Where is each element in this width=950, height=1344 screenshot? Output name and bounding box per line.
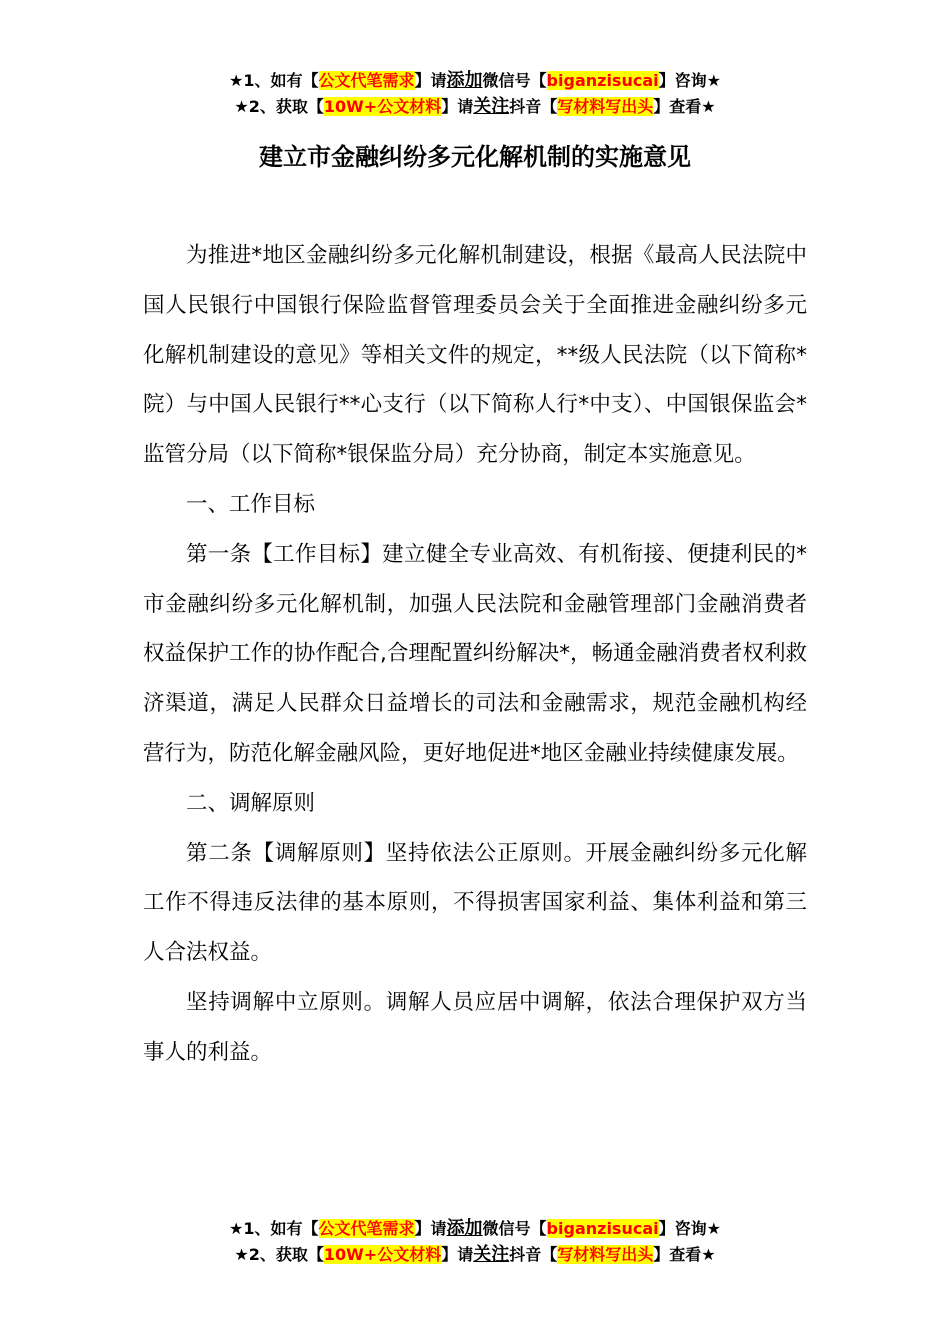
document-body <box>143 231 807 1078</box>
section-heading: 二、调解原则 <box>186 790 316 816</box>
banner-line-2 <box>0 94 950 120</box>
banner-text: ★2、获取【 <box>234 1245 324 1264</box>
banner-text: 】请 <box>441 1245 474 1264</box>
banner-underlined: 关注 <box>473 96 510 117</box>
banner-douyin-id: 写材料写出头 <box>557 1245 654 1264</box>
banner-text: 抖音【 <box>509 1245 558 1264</box>
banner-highlight: 10W+公文材料 <box>323 1245 442 1264</box>
banner-line-1 <box>0 68 950 94</box>
banner-highlight: 公文代笔需求 <box>318 71 415 90</box>
banner-text: 】咨询★ <box>658 71 721 90</box>
paragraph: 坚持调解中立原则。调解人员应居中调解，依法合理保护双方当事人的利益。 <box>143 989 807 1065</box>
section-heading: 一、工作目标 <box>186 491 316 517</box>
banner-text: 】请 <box>441 97 474 116</box>
banner-wechat-id: biganzisucai <box>546 1219 659 1238</box>
footer-banner <box>0 1216 950 1268</box>
paragraph: 第一条【工作目标】建立健全专业高效、有机衔接、便捷利民的*市金融纠纷多元化解机制，加强人民法院和金融管理部门金融消费者权益保护工作的协作配合,合理配置纠纷解决*，畅通金融消费者权利救济渠道，满足人民群众日益增长的司法和金融需求，规范金融机构经营行为，防范化解金融风险，更好地促进*地区金融业持续健康发展。 <box>143 541 807 766</box>
banner-text: 】查看★ <box>653 1245 716 1264</box>
document-title: 建立市金融纠纷多元化解机制的实施意见 <box>259 143 691 171</box>
banner-line-1 <box>0 1216 950 1242</box>
banner-highlight: 10W+公文材料 <box>323 97 442 116</box>
banner-text: ★1、如有【 <box>229 1219 319 1238</box>
banner-text: 】请 <box>414 1219 447 1238</box>
banner-text: ★2、获取【 <box>234 97 324 116</box>
banner-underlined: 添加 <box>446 70 483 91</box>
paragraph: 为推进*地区金融纠纷多元化解机制建设，根据《最高人民法院中国人民银行中国银行保险监督管理委员会关于全面推进金融纠纷多元化解机制建设的意见》等相关文件的规定，**级人民法院（以下简称*院）与中国人民银行**心支行（以下简称人行*中支）、中国银保监会*监管分局（以下简称*银保监分局）充分协商，制定本实施意见。 <box>143 243 807 468</box>
banner-line-2 <box>0 1242 950 1268</box>
banner-douyin-id: 写材料写出头 <box>557 97 654 116</box>
banner-text: 】查看★ <box>653 97 716 116</box>
banner-text: 抖音【 <box>509 97 558 116</box>
banner-underlined: 添加 <box>446 1218 483 1239</box>
banner-text: 微信号【 <box>482 1219 547 1238</box>
header-banner <box>0 68 950 120</box>
banner-text: 微信号【 <box>482 71 547 90</box>
banner-text: 】咨询★ <box>658 1219 721 1238</box>
banner-text: ★1、如有【 <box>229 71 319 90</box>
banner-underlined: 关注 <box>473 1244 510 1265</box>
paragraph: 第二条【调解原则】坚持依法公正原则。开展金融纠纷多元化解工作不得违反法律的基本原则，不得损害国家利益、集体利益和第三人合法权益。 <box>143 840 807 966</box>
banner-highlight: 公文代笔需求 <box>318 1219 415 1238</box>
banner-wechat-id: biganzisucai <box>546 71 659 90</box>
banner-text: 】请 <box>414 71 447 90</box>
